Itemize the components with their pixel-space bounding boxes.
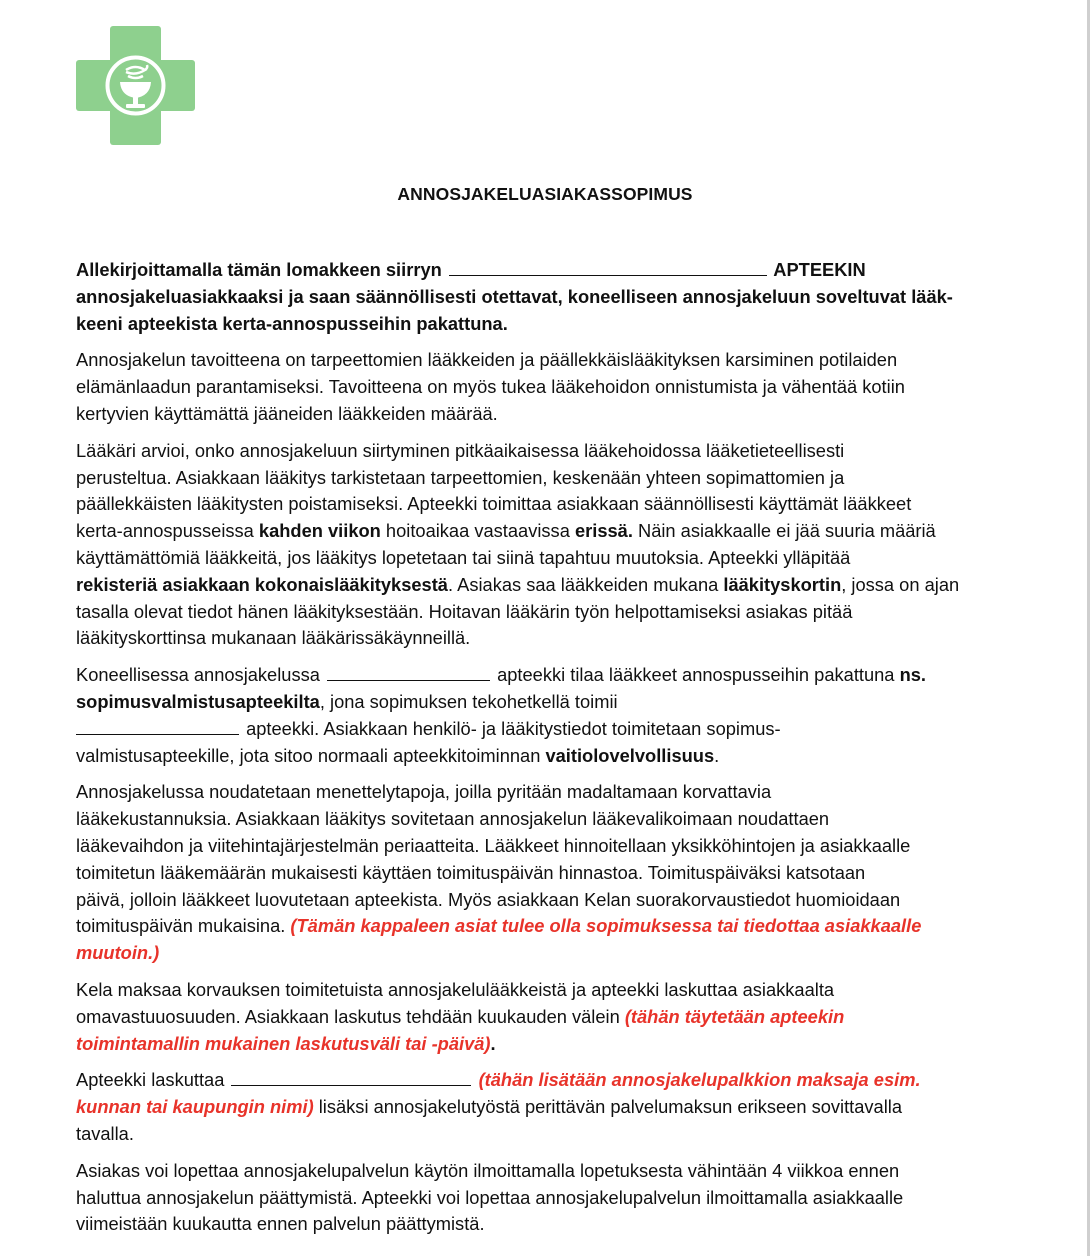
contract-pharmacy-field[interactable] — [76, 716, 239, 735]
paragraph-billing: Apteekki laskuttaa (tähän lisätään annosjakelupalkkion maksaja esim. kunnan tai kaupungin nimi) lisäksi annosjakelutyöstä perittävän palvelumaksun erikseen sovittavalla tavalla. — [76, 1069, 921, 1144]
paragraph-doctor: Lääkäri arvioi, onko annosjakeluun siirtyminen pitkäaikaisessa lääkehoidossa lääketieteellisesti perusteltua. Asiakkaan lääkitys tarkistetaan tarpeettomien, keskenään yhteen sopimattomien ja päällekkäisten lääkitysten poistamiseksi. Apteekki toimittaa asiakkaan säännöllisesti käyttämät lääkkeet kerta-annospusseissa kahden viikon hoitoaikaa vastaavissa erissä. Näin asiakkaalle ei jää suuria määriä käyttämättömiä lääkkeitä, jos lääkitys lopetetaan tai siinä tapahtuu muutoksia. Apteekki ylläpitää rekisteriä asiakkaan kokonaislääkityksestä. Asiakas saa lääkkeiden mukana lääkityskortin, jossa on ajan tasalla olevat tiedot hänen lääkityksestään. Hoitavan lääkärin työn helpottamiseksi asiakas pitää lääkityskorttinsa mukanaan lääkärissäkäynneillä. — [76, 439, 960, 649]
document-body — [76, 257, 1016, 1248]
pharmacy-name-field[interactable] — [449, 257, 767, 276]
intro-paragraph — [76, 257, 1016, 337]
paragraph-kela: Kela maksaa korvauksen toimitetuista annosjakelulääkkeistä ja apteekki laskuttaa asiakkaalta omavastuuosuuden. Asiakkaan laskutus tehdään kuukauden välein (tähän täytetään apteekin toimintamallin mukainen laskutusväli tai -päivä). — [76, 978, 845, 1054]
intro-text: keeni apteekista kerta-annospusseihin pakattuna. — [76, 312, 508, 334]
paragraph-termination: Asiakas voi lopettaa annosjakelupalvelun käytön ilmoittamalla lopetuksesta vähintään 4 viikkoa ennen haluttua annosjakelun päättymistä. Apteekki voi lopettaa annosjakelupalvelun ilmoittamalla asiakkaalle viimeistään kuukautta ennen palvelun päättymistä. — [76, 1159, 904, 1235]
intro-text: Allekirjoittamalla tämän lomakkeen siirryn — [76, 259, 442, 280]
document-title: ANNOSJAKELUASIAKASSOPIMUS — [397, 184, 693, 204]
payer-field[interactable] — [231, 1067, 471, 1086]
paragraph-machine-dispensing: Koneellisessa annosjakelussa apteekki tilaa lääkkeet annospusseihin pakattuna ns. sopimusvalmistusapteekilta, jona sopimuksen tekohetkellä toimii apteekki. Asiakkaan henkilö- ja lääkitystiedot toimitetaan sopimus- valmistusapteekille, jota sitoo normaali apteekkitoiminnan vaitiolovelvollisuus. — [76, 664, 926, 766]
paragraph-goal: Annosjakelun tavoitteena on tarpeettomien lääkkeiden ja päällekkäislääkityksen karsiminen potilaiden elämänlaadun parantamiseksi. Tavoitteena on myös tukea lääkehoidon onnistumista ja vähentää kotiin kertyvien käyttämättä jääneiden lääkkeiden määrää. — [76, 349, 905, 424]
intro-text: APTEEKIN — [773, 259, 866, 280]
intro-text: annosjakeluasiakkaaksi ja saan säännöllisesti otettavat, koneelliseen annosjakeluun soveltuvat lääk- — [76, 285, 953, 307]
pharmacy-name-field-2[interactable] — [327, 662, 490, 681]
pharmacy-cross-icon — [76, 26, 195, 145]
paragraph-pricing: Annosjakelussa noudatetaan menettelytapoja, joilla pyritään madaltamaan korvattavia lääkekustannuksia. Asiakkaan lääkitys sovitetaan annosjakelun lääkevalikoimaan noudattaen lääkevaihdon ja viitehintajärjestelmän periaatteita. Lääkkeet hinnoitellaan yksikköhintojen ja asiakkaalle toimitetun lääkemäärän mukaisesti käyttäen toimituspäivän hinnastoa. Toimituspäiväksi katsotaan päivä, jolloin lääkkeet luovutetaan apteekista. Myös asiakkaan Kelan suorakorvaustiedot huomioidaan toimituspäivän mukaisina. (Tämän kappaleen asiat tulee olla sopimuksessa tai tiedottaa asiakkaalle muutoin.) — [76, 781, 922, 964]
